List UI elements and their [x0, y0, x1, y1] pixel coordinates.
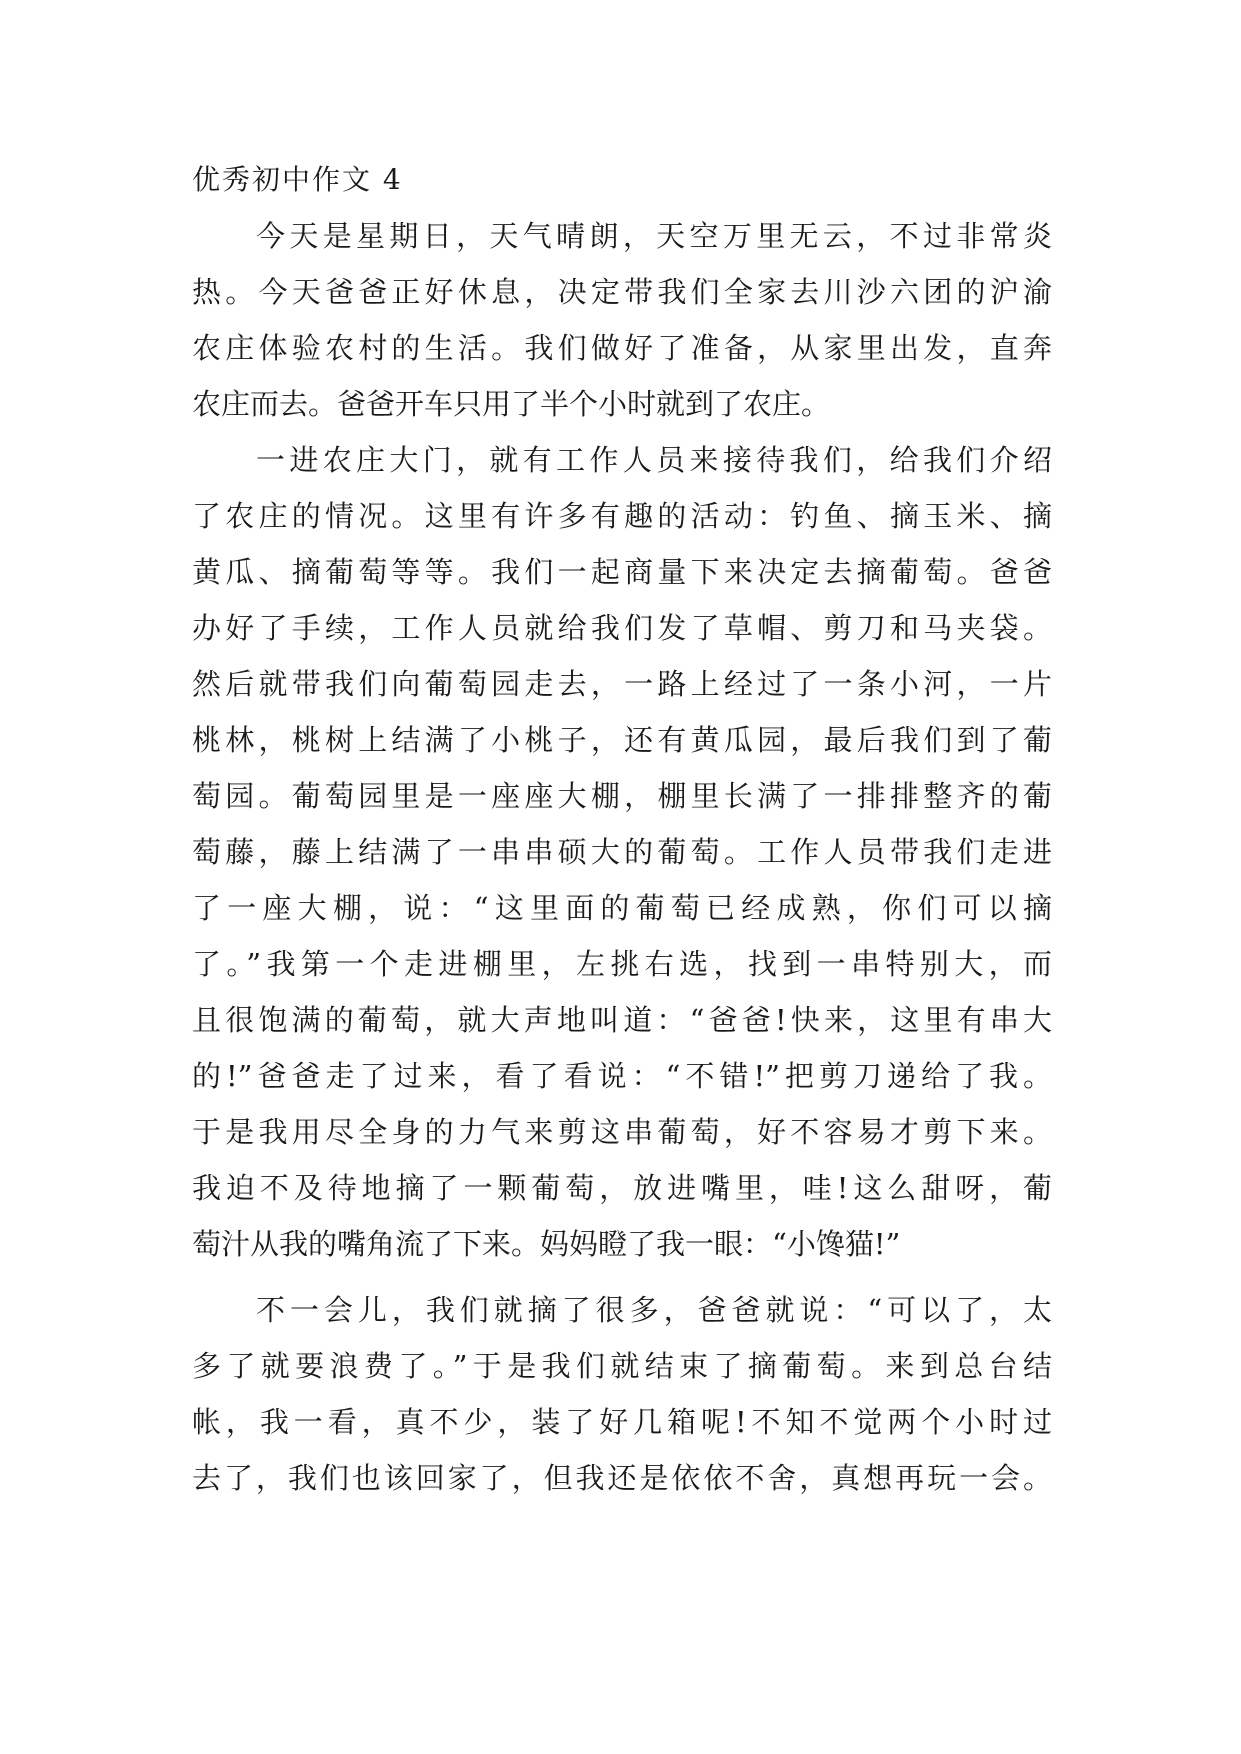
text-line: 帐，我一看，真不少，装了好几箱呢!不知不觉两个小时过: [192, 1405, 1052, 1439]
text-line: 我迫不及待地摘了一颗葡萄，放进嘴里，哇!这么甜呀，葡: [192, 1171, 1052, 1205]
text-line: 且很饱满的葡萄，就大声地叫道：“爸爸!快来，这里有串大: [192, 1003, 1052, 1037]
text-line: 于是我用尽全身的力气来剪这串葡萄，好不容易才剪下来。: [192, 1115, 1052, 1149]
text-line: 萄汁从我的嘴角流了下来。妈妈瞪了我一眼：“小馋猫!”: [192, 1227, 901, 1261]
text-line: 桃林，桃树上结满了小桃子，还有黄瓜园，最后我们到了葡: [192, 723, 1052, 757]
document-title: 优秀初中作文 4: [192, 163, 403, 196]
text-line: 去了，我们也该回家了，但我还是依依不舍，真想再玩一会。: [192, 1461, 1052, 1495]
text-line: 农庄体验农村的生活。我们做好了准备，从家里出发，直奔: [192, 331, 1052, 365]
text-line: 黄瓜、摘葡萄等等。我们一起商量下来决定去摘葡萄。爸爸: [192, 555, 1052, 589]
text-line: 了一座大棚，说：“这里面的葡萄已经成熟，你们可以摘: [192, 891, 1052, 925]
text-line: 多了就要浪费了。”于是我们就结束了摘葡萄。来到总台结: [192, 1349, 1052, 1383]
text-line: 热。今天爸爸正好休息，决定带我们全家去川沙六团的沪渝: [192, 275, 1052, 309]
text-line: 农庄而去。爸爸开车只用了半个小时就到了农庄。: [192, 387, 831, 421]
text-line: 一进农庄大门，就有工作人员来接待我们，给我们介绍: [256, 443, 1052, 477]
text-line: 今天是星期日，天气晴朗，天空万里无云，不过非常炎: [256, 219, 1052, 253]
text-line: 的!”爸爸走了过来，看了看说：“不错!”把剪刀递给了我。: [192, 1059, 1052, 1093]
text-line: 办好了手续，工作人员就给我们发了草帽、剪刀和马夹袋。: [192, 611, 1052, 645]
text-line: 萄园。葡萄园里是一座座大棚，棚里长满了一排排整齐的葡: [192, 779, 1052, 813]
text-line: 然后就带我们向葡萄园走去，一路上经过了一条小河，一片: [192, 667, 1052, 701]
text-line: 不一会儿，我们就摘了很多，爸爸就说：“可以了，太: [256, 1293, 1052, 1327]
text-line: 萄藤，藤上结满了一串串硕大的葡萄。工作人员带我们走进: [192, 835, 1052, 869]
text-line: 了。”我第一个走进棚里，左挑右选，找到一串特别大，而: [192, 947, 1052, 981]
text-line: 了农庄的情况。这里有许多有趣的活动：钓鱼、摘玉米、摘: [192, 499, 1052, 533]
